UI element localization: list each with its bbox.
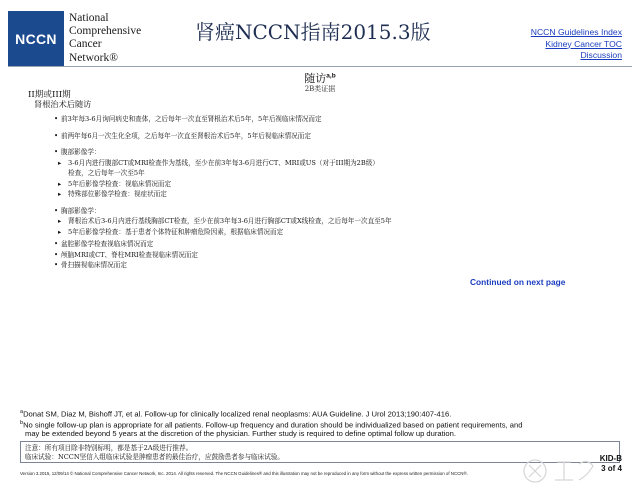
list-item: • 骨扫描视临床情况而定 [54,260,614,271]
page-number: 3 of 4 [601,463,622,473]
header-divider [8,66,632,67]
footnote-b-continuation: may be extended beyond 5 years at the discretion of the physician. Further study is required to define optimal follow up duration. [25,429,456,439]
logo-text: NCCN [15,31,57,47]
sub-item: ▸ 特殊部位影像学检查：视症状而定 [54,189,614,200]
discussion-link[interactable]: Discussion [580,50,622,60]
nav-links [531,27,622,62]
sub-item: ▸ 肾根治术后3-6月内进行基线胸部CT检查，至少在前3年每3-6月进行胸部CT或X线检查，之后每年一次直至5年 [54,216,614,227]
section-title-text: 随访 [304,72,327,85]
list-item: • 前3年每3-6月询问病史和查体，之后每年一次直至肾根治术后5年，5年后视临床情况而定 [54,114,614,125]
version-copyright: Version 3.2015, 12/09/14 © National Comprehensive Cancer Network, Inc. 2014. All rights reserved. The NCCN Guidelines® and this illustration may not be reproduced in any form without the express written permission of NCCN®. [20,471,468,476]
sub-item: ▸ 5年后影像学检查：视临床情况而定 [54,179,614,190]
footnotes [20,408,630,439]
kidney-cancer-toc-link[interactable]: Kidney Cancer TOC [545,38,622,49]
org-line: Cancer [69,38,102,51]
list-item: • 腹部影像学： [54,147,614,158]
org-line: Network® [69,51,118,64]
footnote-a [20,408,630,419]
list-item: • 颅脑MRI或CT、脊柱MRI检查视临床情况而定 [54,250,614,261]
organization-name [69,12,141,65]
note-line: 临床试验：NCCN坚信入组临床试验是肿瘤患者的最佳治疗，应鼓励患者参与临床试验。 [25,453,285,461]
list-item: • 胸部影像学： [54,206,614,217]
sub-item-continuation: 检查，之后每年一次至5年 [68,169,145,177]
note-line: 注意：所有项目除非特别标明，都是基于2A级进行推荐。 [25,444,193,452]
org-line: Comprehensive [69,25,142,38]
guidelines-index-link[interactable]: NCCN Guidelines Index [530,27,622,37]
footnote-marker: b [20,420,24,427]
list-item: • 盆腔影像学检查视临床情况而定 [54,239,614,250]
nccn-logo [8,11,64,67]
section-title-footnote-ref: a,b [326,72,336,80]
sub-item: ▸ 3-6月内进行腹部CT或MRI检查作为基线，至少在前3年每3-6月进行CT、MRI或US（对于III期为2B级） [54,158,614,169]
follow-up-list [54,114,614,271]
continued-link[interactable]: Continued on next page [470,277,566,287]
document-title: 肾癌NCCN指南2015.3版 [195,20,431,44]
footnote-text: Donat SM, Diaz M, Bishoff JT, et al. Follow-up for clinically localized renal neoplasms: AUA Guideline. J Urol 2013;190:407-416. [23,409,452,419]
footnote-text: No single follow-up plan is appropriate for all patients. Follow-up frequency and duration should be individualized based on patient requirements, and [23,420,523,430]
evidence-category: 2B类证据 [304,85,336,93]
page-code-label: KID-B [599,454,622,463]
stage-sublabel: 肾根治术后随访 [34,99,92,109]
stage-label: II期或III期 [28,90,71,100]
sub-item: ▸ 5年后影像学检查：基于患者个体特征和肿瘤危险因素，根据临床情况而定 [54,227,614,238]
list-item: • 前两年每6月一次生化全项，之后每年一次直至肾根治术后5年，5年后视临床情况而定 [54,131,614,142]
page-code [600,454,622,473]
org-line: National [69,12,109,24]
footnote-marker: a [20,409,24,415]
